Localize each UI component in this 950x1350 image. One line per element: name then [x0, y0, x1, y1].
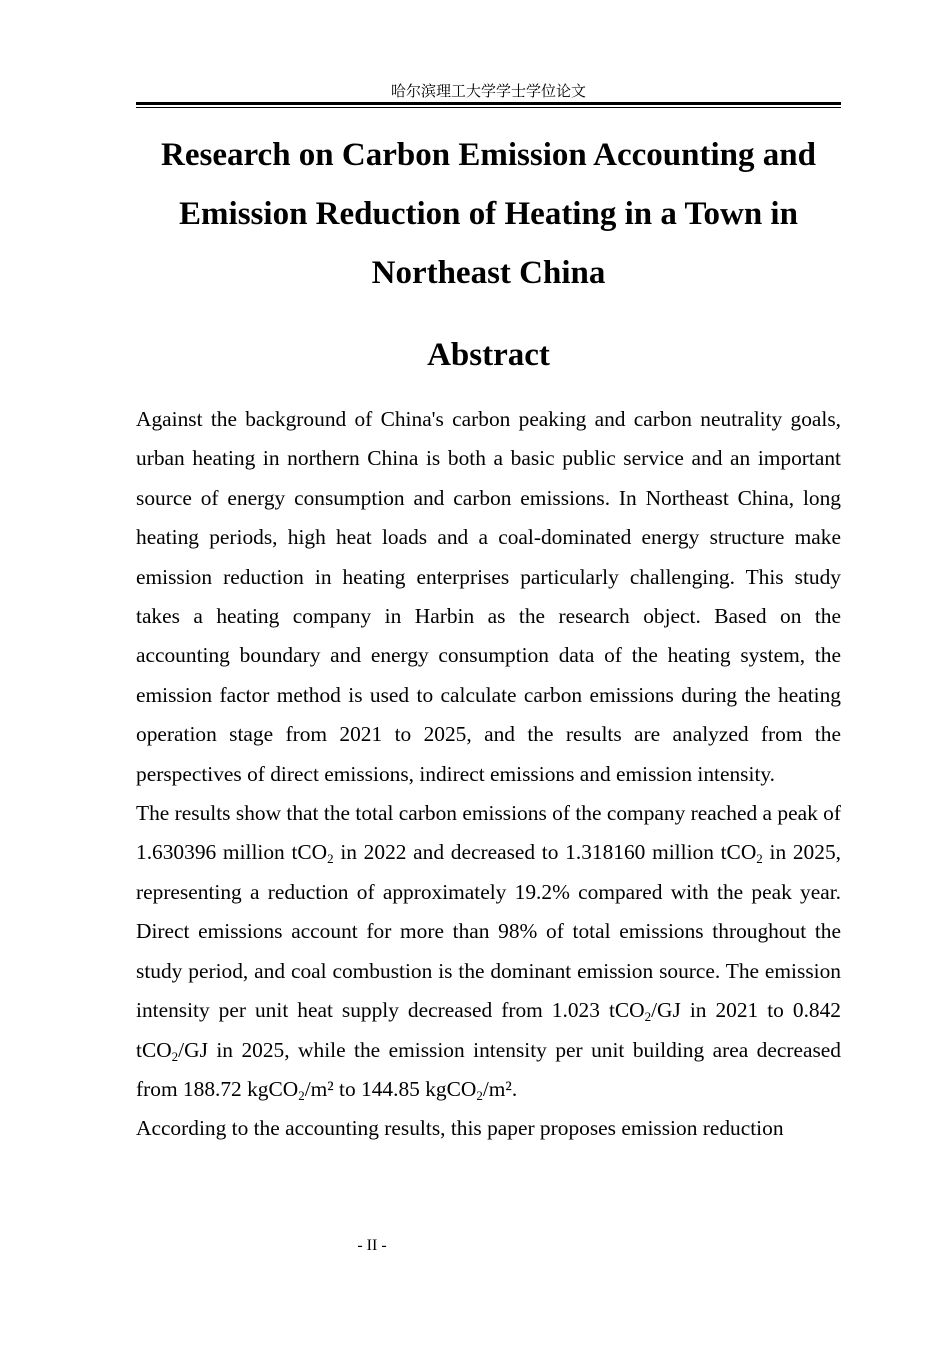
running-header: 哈尔滨理工大学学士学位论文 — [390, 82, 586, 100]
paragraph-2-segment: /m² to 144.85 kgCO — [304, 1076, 477, 1101]
title-line-3: Northeast China — [371, 255, 606, 291]
subscript-2: 2 — [327, 851, 334, 867]
title-line-2: Emission Reduction of Heating in a Town in — [179, 196, 798, 232]
subscript-2: 2 — [756, 851, 763, 867]
abstract-paragraph-3: According to the accounting results, this paper proposes emission reduction — [136, 1116, 784, 1141]
paragraph-2-segment: in 2022 and decreased to 1.318160 million tCO — [333, 840, 757, 865]
header-rule-thin — [136, 107, 841, 108]
paragraph-2-segment: in 2025, representing a reduction of approximately 19.2% compared with the peak year. Direct emissions account for more than 98% of total emissions throughout the study period, and coal combustion is the dominant emission source. The emission intensity per unit heat supply decreased from 1.023 tCO — [136, 840, 841, 1023]
paragraph-2-segment: The results show that the total carbon emissions of the company reached a peak of 1.630396 million tCO — [136, 801, 841, 865]
subscript-2: 2 — [171, 1048, 179, 1064]
paper-title — [136, 126, 841, 303]
abstract-heading: Abstract — [427, 337, 550, 373]
abstract-paragraph-2 — [136, 794, 841, 1109]
paragraph-2-segment: /m². — [482, 1076, 518, 1101]
paragraph-2-segment: /GJ in 2025, while the emission intensity per unit building area decreased from 188.72 kgCO — [136, 1037, 841, 1101]
subscript-2: 2 — [644, 1009, 652, 1025]
abstract-body — [136, 400, 841, 1149]
subscript-2: 2 — [298, 1087, 305, 1103]
title-line-1: Research on Carbon Emission Accounting and — [161, 137, 816, 173]
abstract-paragraph-1: Against the background of China's carbon peaking and carbon neutrality goals, urban heating in northern China is both a basic public service and an important source of energy consumption and carbon emissions. In Northeast China, long heating periods, high heat loads and a coal-dominated energy structure make emission reduction in heating enterprises particularly challenging. This study takes a heating company in Harbin as the research object. Based on the accounting boundary and energy consumption data of the heating system, the emission factor method is used to calculate carbon emissions during the heating operation stage from 2021 to 2025, and the results are analyzed from the perspectives of direct emissions, indirect emissions and emission intensity. — [136, 407, 841, 786]
subscript-2: 2 — [476, 1087, 483, 1103]
paragraph-2-segment: /GJ in 2021 to 0.842 tCO — [136, 998, 842, 1062]
header-rule-thick — [136, 102, 841, 105]
page-number: - II - — [357, 1237, 387, 1254]
